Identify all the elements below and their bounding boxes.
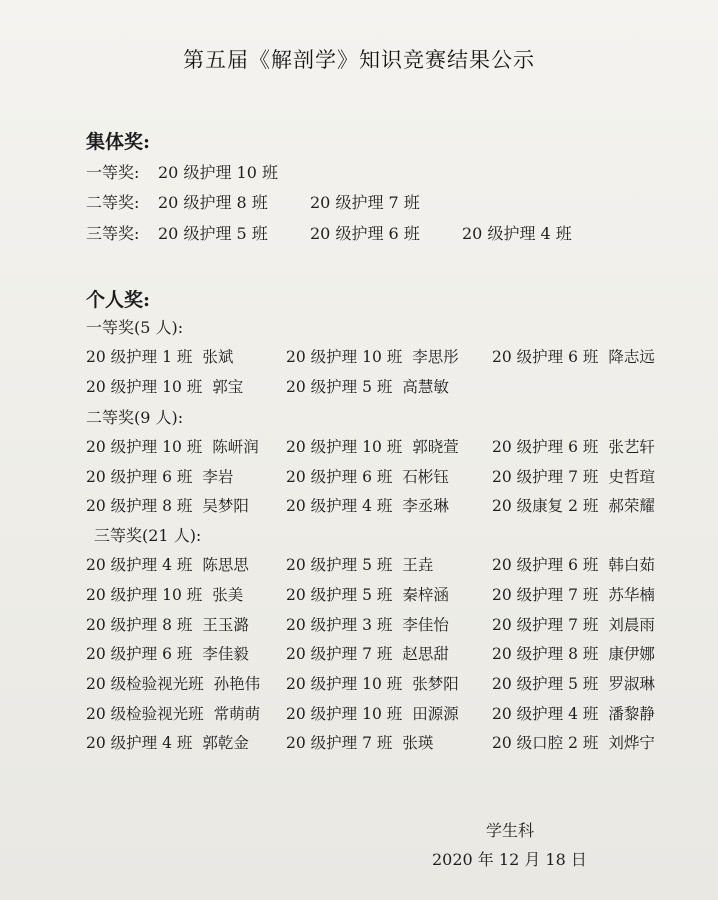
award-class: 20 级护理 10 班 <box>286 705 403 723</box>
winner-name: 王玉潞 <box>202 616 249 634</box>
group-awards-heading: 集体奖: <box>86 131 151 153</box>
award-class: 20 级护理 4 班 <box>86 556 193 574</box>
award-entry <box>492 642 655 664</box>
award-class: 20 级护理 4 班 <box>86 734 193 752</box>
group-award-level: 一等奖: <box>86 163 140 182</box>
second-prize-label: 二等奖(9 人): <box>86 408 184 427</box>
award-class: 20 级检验视光班 <box>86 675 204 693</box>
award-entry <box>492 345 655 367</box>
award-row <box>86 435 686 463</box>
group-award-class: 20 级护理 6 班 <box>310 224 420 243</box>
individual-awards-heading: 个人奖: <box>86 289 151 311</box>
group-award-class: 20 级护理 10 班 <box>158 163 278 182</box>
award-class: 20 级护理 7 班 <box>492 468 599 486</box>
award-class: 20 级护理 8 班 <box>86 497 193 515</box>
winner-name: 张瑛 <box>402 734 434 752</box>
award-entry <box>86 345 233 367</box>
award-class: 20 级护理 10 班 <box>86 378 203 396</box>
award-class: 20 级护理 7 班 <box>286 645 393 663</box>
winner-name: 康伊娜 <box>608 645 655 663</box>
award-class: 20 级护理 6 班 <box>492 348 599 366</box>
award-entry <box>286 435 459 457</box>
winner-name: 李思彤 <box>412 348 459 366</box>
award-entry <box>86 672 260 694</box>
award-entry <box>286 553 433 575</box>
award-class: 20 级护理 10 班 <box>86 586 203 604</box>
award-class: 20 级护理 10 班 <box>286 348 403 366</box>
award-row <box>86 731 686 759</box>
winner-name: 韩白茹 <box>608 556 655 574</box>
document-title: 第五届《解剖学》知识竞赛结果公示 <box>183 48 535 72</box>
award-class: 20 级护理 8 班 <box>86 616 193 634</box>
winner-name: 罗淑琳 <box>608 675 655 693</box>
award-class: 20 级检验视光班 <box>86 705 204 723</box>
award-entry <box>286 345 459 367</box>
winner-name: 吴梦阳 <box>202 497 249 515</box>
award-class: 20 级护理 10 班 <box>86 438 203 456</box>
award-entry <box>492 583 655 605</box>
award-entry <box>492 702 655 724</box>
group-award-class: 20 级护理 5 班 <box>158 224 268 243</box>
award-class: 20 级护理 5 班 <box>286 378 393 396</box>
award-class: 20 级护理 5 班 <box>286 556 393 574</box>
winner-name: 李岩 <box>202 468 234 486</box>
winner-name: 陈思思 <box>202 556 249 574</box>
winner-name: 秦梓涵 <box>402 586 449 604</box>
award-class: 20 级康复 2 班 <box>492 497 599 515</box>
award-entry <box>286 375 449 397</box>
award-class: 20 级护理 10 班 <box>286 675 403 693</box>
award-entry <box>492 731 655 753</box>
award-row <box>86 702 686 730</box>
group-award-level: 三等奖: <box>86 224 140 243</box>
award-class: 20 级护理 4 班 <box>286 497 393 515</box>
award-entry <box>86 702 260 724</box>
award-entry <box>286 702 459 724</box>
award-class: 20 级护理 6 班 <box>86 468 193 486</box>
issue-date: 2020 年 12 月 18 日 <box>432 850 587 869</box>
award-row <box>86 345 686 373</box>
winner-name: 石彬钰 <box>402 468 449 486</box>
group-award-class: 20 级护理 4 班 <box>462 224 572 243</box>
winner-name: 潘黎静 <box>608 705 655 723</box>
award-entry <box>286 731 433 753</box>
third-prize-label: 三等奖(21 人): <box>94 526 202 545</box>
award-class: 20 级护理 5 班 <box>492 675 599 693</box>
winner-name: 郭晓萱 <box>412 438 459 456</box>
award-class: 20 级护理 6 班 <box>86 645 193 663</box>
winner-name: 田源源 <box>412 705 459 723</box>
winner-name: 李佳怡 <box>402 616 449 634</box>
award-class: 20 级护理 8 班 <box>492 645 599 663</box>
award-entry <box>86 642 249 664</box>
award-class: 20 级护理 6 班 <box>492 438 599 456</box>
group-award-class: 20 级护理 7 班 <box>310 193 420 212</box>
award-entry <box>86 731 249 753</box>
award-entry <box>492 613 655 635</box>
award-entry <box>492 672 655 694</box>
winner-name: 张美 <box>212 586 244 604</box>
award-row <box>86 613 686 641</box>
award-entry <box>86 613 249 635</box>
award-class: 20 级护理 10 班 <box>286 438 403 456</box>
award-row <box>86 465 686 493</box>
winner-name: 苏华楠 <box>608 586 655 604</box>
award-entry <box>286 465 449 487</box>
issuer-department: 学生科 <box>486 821 535 840</box>
award-entry <box>286 613 449 635</box>
award-entry <box>86 583 243 605</box>
winner-name: 赵思甜 <box>402 645 449 663</box>
award-entry <box>86 375 243 397</box>
award-entry <box>286 494 449 516</box>
award-class: 20 级口腔 2 班 <box>492 734 599 752</box>
award-entry <box>86 465 233 487</box>
winner-name: 郭乾金 <box>202 734 249 752</box>
group-award-level: 二等奖: <box>86 193 140 212</box>
award-entry <box>492 465 655 487</box>
award-row <box>86 672 686 700</box>
award-row <box>86 642 686 670</box>
winner-name: 孙艳伟 <box>213 675 261 693</box>
award-row <box>86 494 686 522</box>
award-entry <box>86 494 249 516</box>
award-entry <box>286 672 459 694</box>
winner-name: 张梦阳 <box>412 675 459 693</box>
group-award-row <box>86 160 310 188</box>
award-entry <box>286 642 449 664</box>
winner-name: 常萌萌 <box>213 705 261 723</box>
first-prize-label: 一等奖(5 人): <box>86 318 184 337</box>
award-entry <box>492 553 655 575</box>
award-class: 20 级护理 5 班 <box>286 586 393 604</box>
award-row <box>86 375 686 403</box>
group-award-row <box>86 190 462 218</box>
winner-name: 王垚 <box>402 556 434 574</box>
award-class: 20 级护理 7 班 <box>492 586 599 604</box>
award-row <box>86 553 686 581</box>
winner-name: 张斌 <box>202 348 234 366</box>
winner-name: 郝荣耀 <box>608 497 655 515</box>
award-class: 20 级护理 7 班 <box>286 734 393 752</box>
award-class: 20 级护理 4 班 <box>492 705 599 723</box>
winner-name: 张艺轩 <box>608 438 655 456</box>
group-award-row <box>86 221 614 249</box>
winner-name: 李丞琳 <box>402 497 449 515</box>
winner-name: 刘烨宁 <box>608 734 655 752</box>
award-entry <box>86 553 249 575</box>
winner-name: 高慧敏 <box>402 378 449 396</box>
award-entry <box>286 583 449 605</box>
winner-name: 刘晨雨 <box>608 616 655 634</box>
award-class: 20 级护理 1 班 <box>86 348 193 366</box>
winner-name: 降志远 <box>608 348 655 366</box>
award-class: 20 级护理 7 班 <box>492 616 599 634</box>
award-class: 20 级护理 6 班 <box>286 468 393 486</box>
winner-name: 李佳毅 <box>202 645 249 663</box>
winner-name: 史哲瑄 <box>608 468 655 486</box>
group-award-class: 20 级护理 8 班 <box>158 193 268 212</box>
winner-name: 郭宝 <box>212 378 244 396</box>
award-class: 20 级护理 6 班 <box>492 556 599 574</box>
award-row <box>86 583 686 611</box>
winner-name: 陈岍润 <box>212 438 259 456</box>
award-entry <box>492 435 655 457</box>
award-class: 20 级护理 3 班 <box>286 616 393 634</box>
award-entry <box>492 494 655 516</box>
award-entry <box>86 435 259 457</box>
